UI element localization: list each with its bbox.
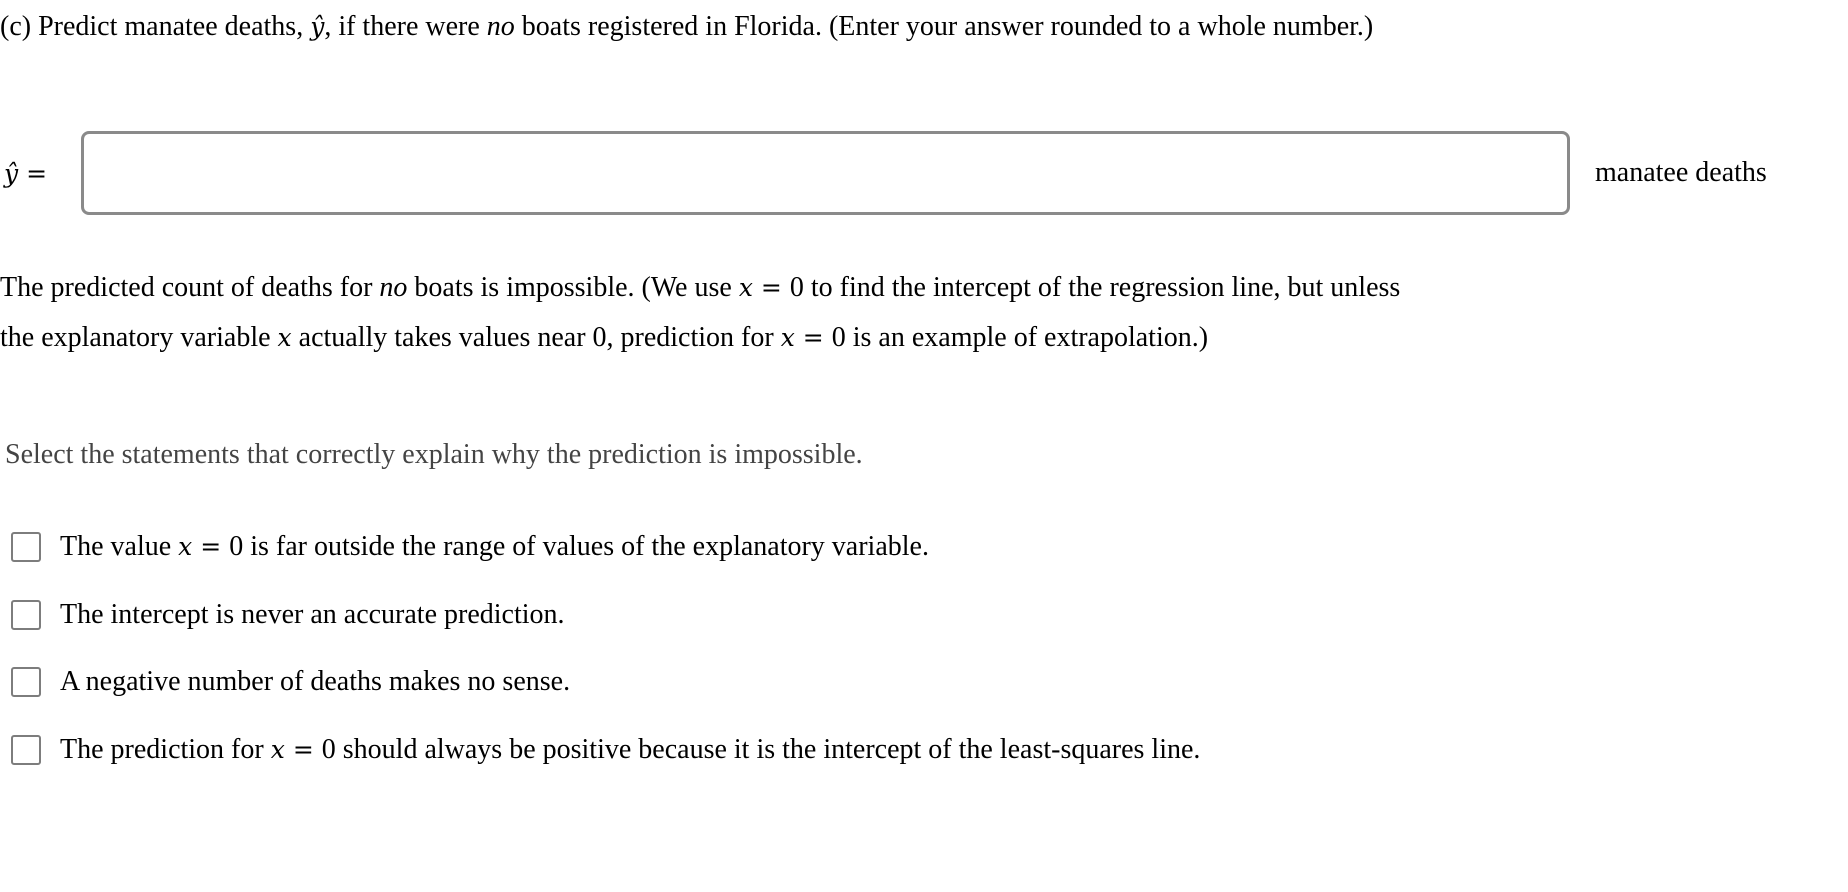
question-emphasis: no	[486, 11, 515, 42]
option-label	[60, 531, 929, 563]
math-variable-x: x	[780, 323, 795, 352]
units-label: manatee deaths	[1595, 157, 1767, 188]
math-variable-x: x	[738, 273, 753, 302]
option-checkbox[interactable]	[11, 532, 41, 562]
math-equals: =	[292, 735, 314, 764]
question-prompt	[0, 10, 1373, 44]
explanation-emphasis: no	[379, 272, 408, 303]
option-text: The value	[60, 531, 172, 562]
option-text: 0 is far outside the range of values of the explanatory variable.	[229, 531, 929, 562]
question-text-before: Predict manatee deaths,	[38, 11, 304, 42]
explanation-text: actually takes values near 0, prediction for	[298, 322, 774, 353]
option-item[interactable]	[11, 662, 570, 702]
option-item[interactable]	[11, 730, 1200, 770]
option-label: The intercept is never an accurate prediction.	[60, 599, 565, 630]
explanation-text: boats is impossible. (We use	[414, 272, 732, 303]
option-checkbox[interactable]	[11, 667, 41, 697]
math-variable-x: x	[270, 735, 285, 764]
math-equals: =	[802, 323, 824, 352]
option-text: 0 should always be positive because it is the intercept of the least-squares line.	[321, 734, 1201, 765]
option-checkbox[interactable]	[11, 600, 41, 630]
explanation-text: 0 is an example of extrapolation.)	[831, 322, 1209, 353]
math-variable-x: x	[178, 532, 193, 561]
explanation-line-1	[0, 271, 1400, 305]
option-item[interactable]	[11, 595, 565, 635]
explanation-text: the explanatory variable	[0, 322, 271, 353]
option-text: The prediction for	[60, 734, 264, 765]
answer-label-symbol: ŷ	[4, 159, 19, 188]
answer-input[interactable]	[81, 131, 1570, 215]
question-text-after: boats registered in Florida. (Enter your answer rounded to a whole number.)	[521, 11, 1374, 42]
question-part-label: (c)	[0, 11, 32, 42]
option-item[interactable]	[11, 527, 929, 567]
explanation-text: The predicted count of deaths for	[0, 272, 373, 303]
explanation-text: 0 to find the intercept of the regression line, but unless	[789, 272, 1401, 303]
answer-label-equals: =	[26, 159, 48, 188]
answer-label	[4, 157, 55, 191]
math-equals: =	[760, 273, 782, 302]
question-text-middle: , if there were	[324, 11, 480, 42]
explanation-line-2	[0, 321, 1208, 355]
option-label	[60, 734, 1200, 766]
option-label: A negative number of deaths makes no sense.	[60, 666, 571, 697]
math-variable-x: x	[277, 323, 292, 352]
option-checkbox[interactable]	[11, 735, 41, 765]
yhat-symbol: ŷ	[310, 12, 325, 41]
math-equals: =	[200, 532, 222, 561]
answer-row	[0, 131, 1848, 223]
select-prompt: Select the statements that correctly explain why the prediction is impossible.	[5, 439, 863, 470]
